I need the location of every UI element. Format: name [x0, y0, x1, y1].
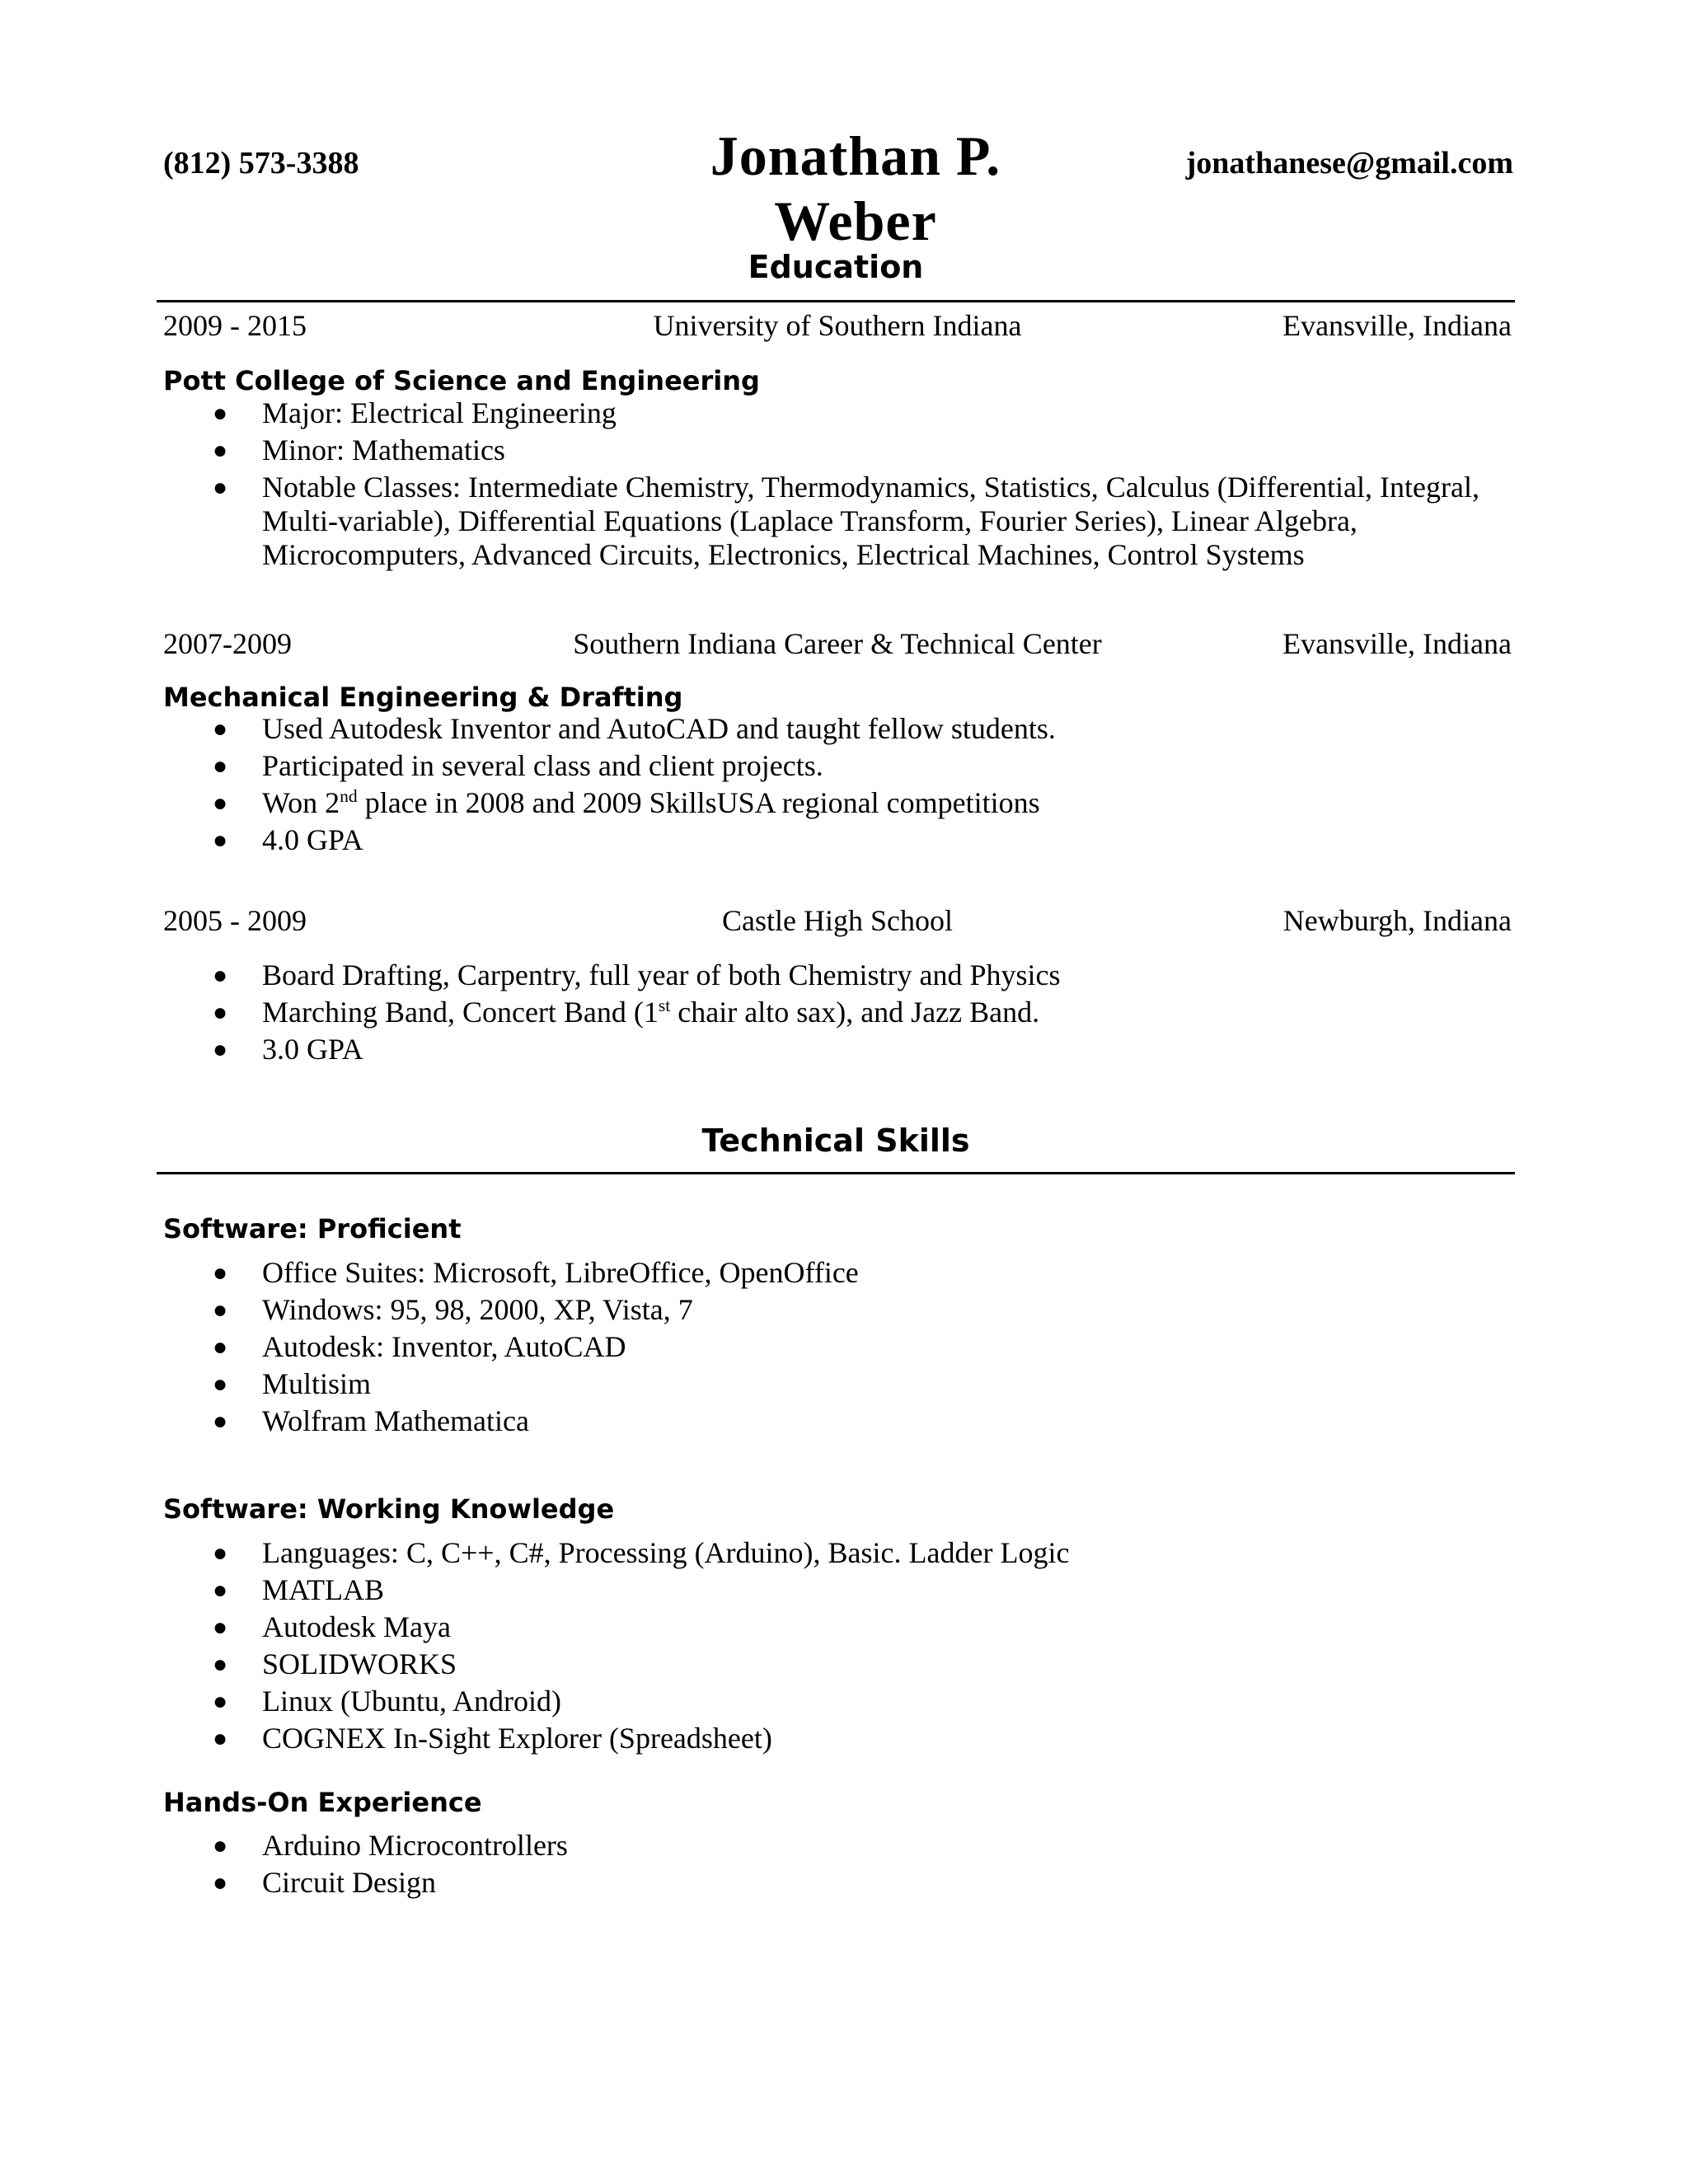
skills-group-heading: Software: Proficient: [163, 1213, 462, 1244]
list-item: ● Windows: 95, 98, 2000, XP, Vista, 7: [0, 1291, 1515, 1329]
skills-list-hands-on: [0, 1827, 1515, 1901]
entry-school: University of Southern Indiana: [653, 309, 1022, 342]
education-heading: Education: [748, 249, 924, 285]
entry-bullet-list: [0, 957, 1515, 1068]
skills-list-working: [0, 1535, 1515, 1757]
bullet-icon: ●: [213, 827, 228, 854]
list-item: ● Wolfram Mathematica: [0, 1403, 1515, 1440]
education-entry-usi: [163, 308, 1512, 346]
entry-years: 2005 - 2009: [163, 904, 307, 937]
list-item: ● Participated in several class and client projects.: [0, 748, 1515, 785]
list-item: ● Office Suites: Microsoft, LibreOffice, OpenOffice: [0, 1254, 1515, 1291]
bullet-icon: ●: [213, 1371, 228, 1398]
bullet-icon: ●: [213, 1259, 228, 1286]
candidate-name: Jonathan P. Weber: [710, 124, 1001, 252]
bullet-icon: ●: [213, 1036, 228, 1063]
list-item: ● Autodesk: Inventor, AutoCAD: [0, 1329, 1515, 1366]
list-item: ● SOLIDWORKS: [0, 1646, 1515, 1683]
bullet-icon: ●: [213, 474, 228, 501]
bullet-icon: ●: [213, 1408, 228, 1435]
bullet-icon: ●: [213, 752, 228, 780]
entry-school: Castle High School: [722, 904, 953, 937]
list-item: ● Board Drafting, Carpentry, full year of both Chemistry and Physics: [0, 957, 1515, 994]
bullet-icon: ●: [213, 962, 228, 989]
list-item: ● Multisim: [0, 1366, 1515, 1403]
phone-number: (812) 573-3388: [163, 146, 359, 180]
bullet-icon: ●: [213, 790, 228, 817]
list-item: ● Minor: Mathematics: [0, 432, 1515, 469]
list-item: ● MATLAB: [0, 1572, 1515, 1609]
entry-bullet-list: [0, 710, 1515, 859]
list-item: ● Used Autodesk Inventor and AutoCAD and taught fellow students.: [0, 710, 1515, 748]
bullet-icon: ●: [213, 1577, 228, 1604]
resume-header: [163, 124, 1513, 252]
bullet-icon: ●: [213, 999, 228, 1026]
entry-subheading: Pott College of Science and Engineering: [163, 365, 760, 396]
list-item: ● Major: Electrical Engineering: [0, 395, 1515, 432]
bullet-icon: ●: [213, 715, 228, 743]
list-item: ● 3.0 GPA: [0, 1031, 1515, 1068]
entry-location: Newburgh, Indiana: [1282, 904, 1512, 937]
entry-location: Evansville, Indiana: [1282, 627, 1512, 660]
education-entry-sictc: [163, 626, 1512, 664]
bullet-icon: ●: [213, 1296, 228, 1324]
entry-bullet-list: [0, 395, 1515, 572]
list-item: ● Languages: C, C++, C#, Processing (Arduino), Basic. Ladder Logic: [0, 1535, 1515, 1572]
bullet-icon: ●: [213, 1869, 228, 1896]
email-address[interactable]: jonathanese@gmail.com: [1185, 146, 1513, 180]
skills-divider: [157, 1172, 1515, 1174]
entry-location: Evansville, Indiana: [1282, 309, 1512, 342]
bullet-icon: ●: [213, 1688, 228, 1715]
list-item: ● Marching Band, Concert Band (1st chair alto sax), and Jazz Band.: [0, 994, 1515, 1031]
list-item: ● Autodesk Maya: [0, 1609, 1515, 1646]
list-item: ● 4.0 GPA: [0, 822, 1515, 859]
bullet-icon: ●: [213, 1333, 228, 1361]
technical-skills-heading: Technical Skills: [701, 1122, 970, 1159]
skills-group-heading: Software: Working Knowledge: [163, 1493, 615, 1525]
bullet-icon: ●: [213, 1614, 228, 1641]
list-item: ● Notable Classes: Intermediate Chemistry, Thermodynamics, Statistics, Calculus (Differential, Integral, Multi-variable), Differential Equations (Laplace Transform, Fourier Series), Linear Algebra, Microcomputers, Advanced Circuits, Electronics, Electrical Machines, Control Systems: [213, 471, 1479, 571]
entry-years: 2009 - 2015: [163, 309, 307, 342]
education-divider: [157, 300, 1515, 302]
skills-list-proficient: [0, 1254, 1515, 1440]
education-entry-castle: [163, 903, 1512, 941]
list-item: ● Won 2nd place in 2008 and 2009 SkillsUSA regional competitions: [0, 785, 1515, 822]
list-item: ● COGNEX In-Sight Explorer (Spreadsheet): [0, 1720, 1515, 1757]
entry-subheading: Mechanical Engineering & Drafting: [163, 682, 683, 713]
list-item: ● Linux (Ubuntu, Android): [0, 1683, 1515, 1720]
entry-school: Southern Indiana Career & Technical Center: [573, 627, 1102, 660]
list-item: ● Arduino Microcontrollers: [0, 1827, 1515, 1864]
bullet-icon: ●: [213, 400, 228, 427]
list-item: ● Circuit Design: [0, 1864, 1515, 1901]
bullet-icon: ●: [213, 437, 228, 464]
skills-group-heading: Hands-On Experience: [163, 1787, 482, 1818]
bullet-icon: ●: [213, 1540, 228, 1567]
bullet-icon: ●: [213, 1651, 228, 1678]
entry-years: 2007-2009: [163, 627, 292, 660]
bullet-icon: ●: [213, 1832, 228, 1859]
bullet-icon: ●: [213, 1725, 228, 1752]
